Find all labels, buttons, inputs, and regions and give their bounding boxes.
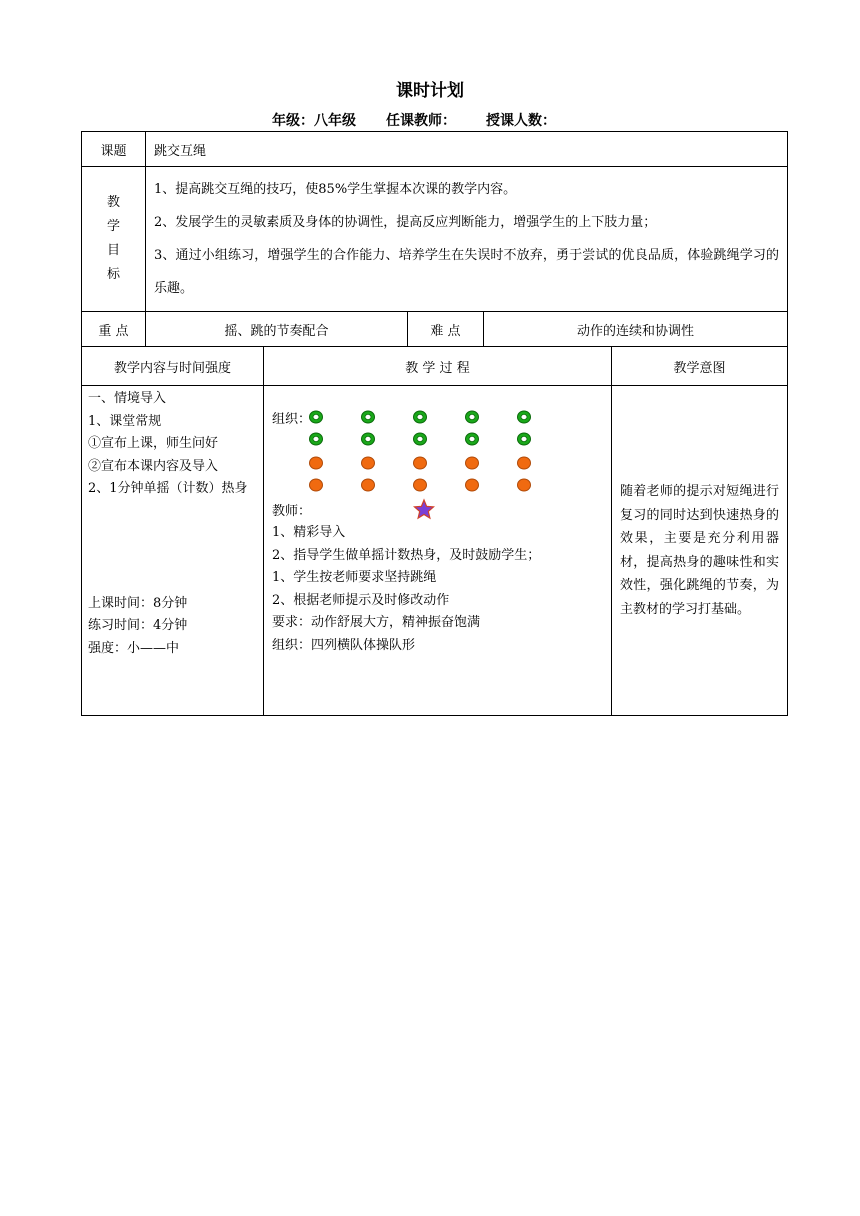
process-line: 要求：动作舒展大方，精神振奋饱满 [272,615,481,630]
content-line: ②宣布本课内容及导入 [88,458,219,474]
teacher-star-icon [415,500,434,518]
student-marker [414,479,427,491]
objectives-label-char: 学 [106,219,120,234]
content-column-header: 教学内容与时间强度 [82,347,264,386]
process-lines [272,522,592,657]
student-marker [362,457,375,469]
student-marker-center [417,436,423,441]
objectives-label [82,167,146,312]
process-line: 1、精彩导入 [272,525,346,540]
student-marker-center [365,414,371,419]
process-content [264,386,611,714]
topic-label: 课题 [82,132,146,167]
topic-row [82,132,788,167]
objectives-list [146,167,788,312]
student-marker-center [469,436,475,441]
key-point-value: 摇、跳的节奏配合 [146,312,408,347]
objectives-label-char: 标 [106,267,120,282]
section-row [82,386,788,716]
difficulty-value: 动作的连续和协调性 [484,312,788,347]
student-marker [518,457,531,469]
intent-column-header: 教学意图 [612,347,788,386]
page-title: 课时计划 [396,81,464,101]
student-marker [466,457,479,469]
teacher-info: 任课教师： [386,113,456,129]
topic-value: 跳交互绳 [146,132,788,167]
difficulty-label: 难 点 [408,312,484,347]
student-marker-center [313,414,319,419]
key-point-label: 重 点 [82,312,146,347]
time-line: 上课时间：8分钟 [88,595,188,611]
objectives-label-char: 目 [106,243,120,258]
content-line: 2、1分钟单摇（计数）热身 [88,481,248,496]
student-marker-center [417,414,423,419]
spacer [88,501,259,593]
process-cell [264,386,612,716]
content-line: 一、情境导入 [88,391,167,406]
student-marker [466,479,479,491]
content-line: ①宣布上课，师生问好 [88,436,219,451]
process-line: 1、学生按老师要求坚持跳绳 [272,570,437,585]
student-marker [310,457,323,469]
column-header-row [82,347,788,386]
teacher-label: 教师： [272,504,312,519]
student-marker [518,479,531,491]
objectives-row [82,167,788,312]
lesson-plan-table [81,131,788,716]
student-marker-center [521,414,527,419]
header-info [272,110,586,130]
process-line: 2、根据老师提示及时修改动作 [272,592,450,608]
student-marker [362,479,375,491]
objective-item: 1、提高跳交互绳的技巧，使85%学生掌握本次课的教学内容。 [154,182,517,197]
process-line: 2、指导学生做单摇计数热身，及时鼓励学生； [272,547,541,563]
student-marker-center [313,436,319,441]
content-line: 1、课堂常规 [88,413,162,429]
objective-item: 3、通过小组练习，增强学生的合作能力、培养学生在失误时不放弃，勇于尝试的优良品质，体验跳绳学习的乐趣。 [154,248,779,296]
student-marker-center [365,436,371,441]
formation-diagram [264,386,612,526]
objective-item: 2、发展学生的灵敏素质及身体的协调性，提高反应判断能力，增强学生的上下肢力量； [154,215,657,230]
process-line: 组织：四列横队体操队形 [272,637,416,653]
student-marker [414,457,427,469]
key-difficulty-row [82,312,788,347]
intent-cell: 随着老师的提示对短绳进行复习的同时达到快速热身的效果，主要是充分利用器材，提高热身的趣味性和实效性，强化跳绳的节奏，为主教材的学习打基础。 [612,386,788,716]
time-line: 强度：小——中 [88,640,180,656]
student-marker-center [469,414,475,419]
student-marker [310,479,323,491]
grade-info: 年级：八年级 [272,113,356,129]
organization-label: 组织： [272,412,312,427]
objectives-label-char: 教 [106,195,120,210]
process-column-header: 教 学 过 程 [264,347,612,386]
students-info: 授课人数： [486,113,556,129]
content-cell [82,386,264,716]
time-line: 练习时间：4分钟 [88,618,188,633]
student-marker-center [521,436,527,441]
